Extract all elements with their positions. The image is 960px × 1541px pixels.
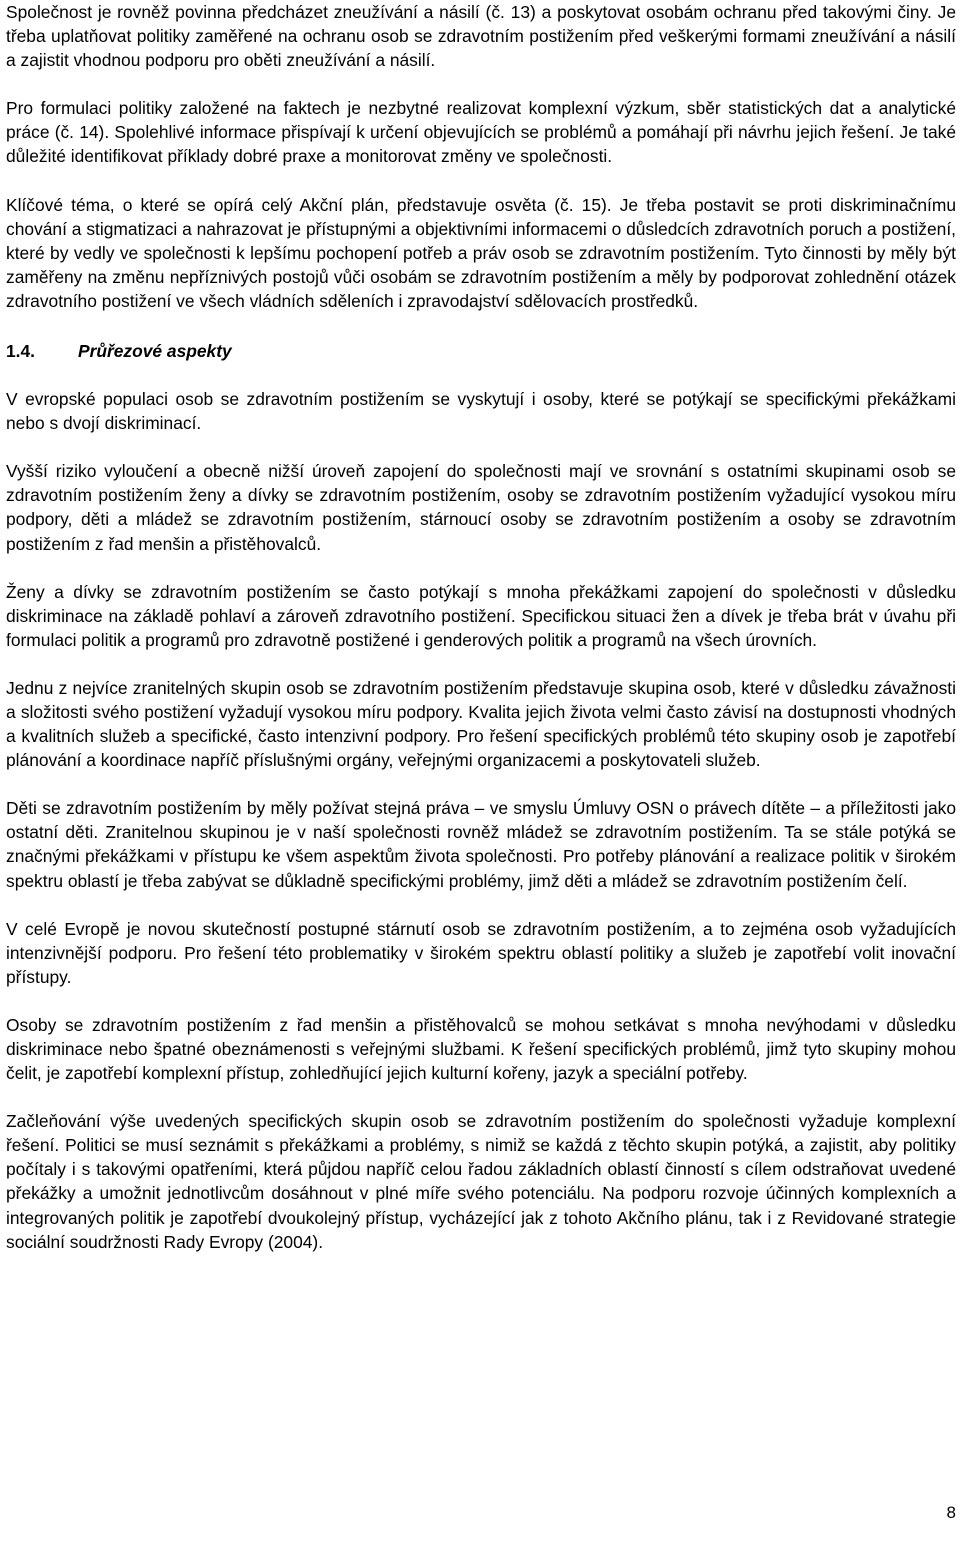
paragraph-high-support: Jednu z nejvíce zranitelných skupin osob se zdravotním postižením představuje skupina osob, které v důsledku závažnosti a složitosti svého postižení vyžadují vysokou míru podpory. Kvalita jejich života velmi často závisí na dostupnosti vhodných a kvalitních služeb a specifické, často intenzivní podpory. Pro řešení specifických problémů této skupiny osob je zapotřebí plánování a koordinace napříč příslušnými orgány, veřejnými organizacemi a poskytovateli služeb. <box>6 677 956 771</box>
paragraph-awareness: Klíčové téma, o které se opírá celý Akční plán, představuje osvěta (č. 15). Je třeba postavit se proti diskriminačnímu chování a stigmatizaci a nahrazovat je přístupnými a objektivními informacemi o důsledcích zdravotních poruch a postižení, které by vedly ve společnosti k lepšímu pochopení potřeb a práv osob se zdravotním postižením. Tyto činnosti by měly být zaměřeny na změnu nepříznivých postojů vůči osobám se zdravotním postižením a měly by podporovat zohlednění otázek zdravotního postižení ve všech vládních sděleních i zpravodajství sdělovacích prostředků. <box>6 194 956 311</box>
paragraph-minorities: Osoby se zdravotním postižením z řad menšin a přistěhovalců se mohou setkávat s mnoha nevýhodami v důsledku diskriminace nebo špatné obeznámenosti s veřejnými službami. K řešení specifických problémů, jimž tyto skupiny mohou čelit, je zapotřebí komplexní přístup, zohledňující jejich kulturní kořeny, jazyk a speciální potřeby. <box>6 1014 956 1084</box>
paragraph-research: Pro formulaci politiky založené na faktech je nezbytné realizovat komplexní výzkum, sběr statistických dat a analytické práce (č. 14). Spolehlivé informace přispívají k určení objevujících se problémů a pomáhají při návrhu jejich řešení. Je také důležité identifikovat příklady dobré praxe a monitorovat změny ve společnosti. <box>6 98 956 167</box>
section-number: 1.4. <box>6 341 36 362</box>
paragraph-integration: Začleňování výše uvedených specifických skupin osob se zdravotním postižením do společnosti vyžaduje komplexní řešení. Politici se musí seznámit s překážkami a problémy, s nimiž se každá z těchto skupin potýká, a zajistit, aby politiky počítaly i s takovými opatřeními, která půjdou napříč celou řadou základních oblastí činností s cílem odstraňovat uvedené překážky a umožnit jednotlivcům dosáhnout v plné míře svého potenciálu. Na podporu rozvoje účinných komplexních a integrovaných politik je zapotřebí dvoukolejný přístup, vycházející jak z tohoto Akčního plánu, tak i z Revidované strategie sociální soudržnosti Rady Evropy (2004). <box>6 1111 956 1252</box>
section-title: Průřezové aspekty <box>78 341 232 362</box>
paragraph-higher-risk: Vyšší riziko vyloučení a obecně nižší úroveň zapojení do společnosti mají ve srovnání s ostatními skupinami osob se zdravotním postižením ženy a dívky se zdravotním postižením, osoby se zdravotním postižením vyžadující vysokou míru podpory, děti a mládež se zdravotním postižením, stárnoucí osoby se zdravotním postižením a osoby se zdravotním postižením z řad menšin a přistěhovalců. <box>6 461 956 554</box>
paragraph-abuse-protection: Společnost je rovněž povinna předcházet zneužívání a násilí (č. 13) a poskytovat osobám ochranu před takovými činy. Je třeba uplatňovat politiky zaměřené na ochranu osob se zdravotním postižením před veškerými formami zneužívání a násilí a zajistit vhodnou podporu pro oběti zneužívání a násilí. <box>6 2 956 71</box>
document-page <box>6 0 956 1254</box>
paragraph-specific-groups: V evropské populaci osob se zdravotním postižením se vyskytují i osoby, které se potýkají se specifickými překážkami nebo s dvojí diskriminací. <box>6 389 956 434</box>
paragraph-ageing: V celé Evropě je novou skutečností postupné stárnutí osob se zdravotním postižením, a to zejména osob vyžadujících intenzivnější podporu. Pro řešení této problematiky v širokém spektru oblastí politiky a služeb je zapotřebí volit inovační přístupy. <box>6 918 956 987</box>
paragraph-children-youth: Děti se zdravotním postižením by měly požívat stejná práva – ve smyslu Úmluvy OSN o právech dítěte – a příležitosti jako ostatní děti. Zranitelnou skupinou je v naší společnosti rovněž mládež se zdravotním postižením. Ta se stále potýká se značnými překážkami v přístupu ke všem aspektům života společnosti. Pro potřeby plánování a realizace politik v širokém spektru oblastí je třeba zabývat se důkladně specifickými problémy, jimž děti a mládež se zdravotním postižením čelí. <box>6 798 956 891</box>
page-number: 8 <box>946 1503 956 1522</box>
section-heading <box>6 339 956 363</box>
paragraph-women-girls: Ženy a dívky se zdravotním postižením se často potýkají s mnoha překážkami zapojení do společnosti v důsledku diskriminace na základě pohlaví a zároveň zdravotního postižení. Specificko​u situaci žen a dívek je třeba brát v úvahu při formulaci politik a programů pro zdravotně postižené i genderových politik a programů na všech úrovních. <box>6 581 956 650</box>
